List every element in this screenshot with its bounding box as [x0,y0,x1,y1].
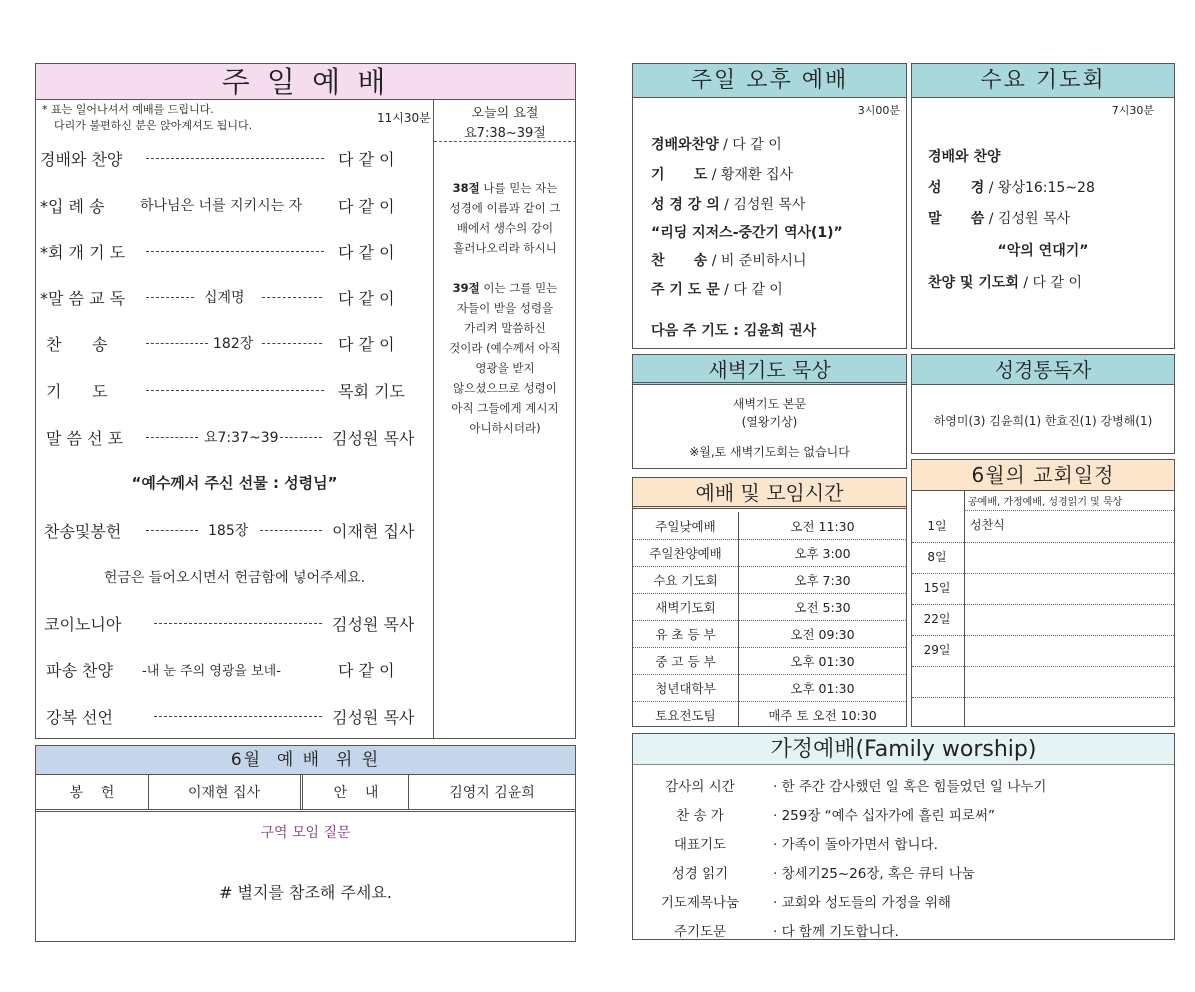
schedule-time: 매주 토 오전 10:30 [768,708,877,723]
family-row [633,770,1174,799]
service-time: 11시30분 [377,111,431,125]
readers-title: 성경통독자 [994,358,1092,382]
order-value: 다 같 이 [338,289,395,308]
schedule-time: 오후 7:30 [794,573,851,588]
sunday-service-title: 주 일 예 배 [221,65,390,99]
sermon-title: “예수께서 주신 선물 : 성령님” [131,474,338,492]
dawn-title: 새벽기도 묵상 [708,358,831,382]
calendar-day: 15일 [923,581,951,595]
calendar-header [912,460,1174,491]
calendar-row [912,635,1174,667]
family-label: 대표기도 [673,837,727,853]
guide-label: 안 내 [333,785,379,801]
dawn-note: ※월,토 새벽기도회는 없습니다 [689,445,850,459]
calendar-panel [911,459,1175,727]
verse-ref-underline [434,141,576,142]
schedule-time: 오후 01:30 [790,681,855,696]
readers-names: 하영미(3) 김윤희(1) 한효진(1) 강병해(1) [933,414,1153,428]
calendar-row [912,604,1174,636]
order-value: 다 같 이 [338,243,395,262]
afternoon-line: 찬 송 / 비 준비하시니 [651,253,807,269]
calendar-column-header: 공예배, 가정예배, 성경읽기 및 묵상 [968,497,1123,508]
family-header [633,734,1174,765]
schedule-panel [632,477,907,727]
order-mid: 하나님은 너를 지키시는 자 [140,198,303,214]
schedule-row [633,566,906,594]
calendar-day: 1일 [927,519,947,533]
sunday-service-header [36,64,575,100]
verse-38-line: 배에서 생수의 강이 [456,221,554,235]
afternoon-header [633,64,906,98]
calendar-day: 22일 [923,612,951,626]
verse-39-line: 것이라 (예수께서 아직 [449,341,561,355]
verse-38 [434,178,576,438]
order-label: 기 도 [46,382,108,401]
schedule-name: 수요 기도회 [653,573,718,588]
calendar-row [912,666,1174,698]
group-question-note: # 별지를 참조해 주세요. [219,883,392,902]
schedule-row [633,701,906,728]
family-label: 찬 송 가 [676,808,724,824]
schedule-row [633,647,906,675]
schedule-time: 오전 11:30 [790,519,855,534]
offering-label: 봉 헌 [69,785,115,801]
schedule-row [633,593,906,621]
calendar-event: 성찬식 [970,518,1005,532]
guide-name: 김영지 김윤희 [449,785,535,801]
calendar-row [912,573,1174,605]
afternoon-time: 3시00분 [857,104,900,117]
dawn-header [633,355,906,385]
schedule-name: 중 고 등 부 [655,654,716,669]
order-label: 찬송및봉헌 [44,522,122,541]
order-label: 경배와 찬양 [40,150,123,169]
wednesday-panel [911,63,1175,349]
family-value: · 259장 “예수 십자가에 흘린 피로써” [773,808,995,824]
afternoon-line: 주 기 도 문 / 다 같 이 [651,282,783,298]
verse-39-line: 아니하시더라) [469,421,541,435]
wednesday-header [912,64,1174,98]
family-row [633,857,1174,886]
order-value: 다 같 이 [338,661,395,680]
schedule-header [633,478,906,509]
order-mid: 182장 [213,336,254,352]
afternoon-line: 성 경 강 의 / 김성원 목사 [651,197,806,213]
wednesday-line: 경배와 찬양 [928,149,1001,165]
family-value: · 다 함께 기도합니다. [773,924,899,940]
verse-38-line: 흘러나오리라 하시니 [453,241,557,255]
schedule-row [633,674,906,702]
family-label: 감사의 시간 [665,779,735,795]
calendar-row [912,511,1174,543]
calendar-day: 8일 [927,550,947,564]
committee-panel [35,745,576,942]
dawn-text: (열왕기상) [741,415,798,429]
schedule-name: 주일낮예배 [655,519,716,534]
schedule-name: 유 초 등 부 [655,627,716,642]
verse-39-line: 자들이 받을 성령을 [456,301,554,315]
family-row [633,828,1174,857]
calendar-day: 29일 [923,643,951,657]
family-panel [632,733,1175,940]
family-row [633,886,1174,915]
afternoon-line: 기 도 / 황재환 집사 [651,167,793,183]
verse-39-line: 이는 그를 믿는 [483,281,558,295]
wednesday-line: 찬양 및 기도회 / 다 같 이 [928,275,1083,291]
family-row [633,799,1174,828]
committee-title: 6월 예 배 위 원 [230,750,381,770]
readers-panel [911,354,1175,454]
wednesday-time: 7시30분 [1111,104,1154,117]
offering-name: 이재현 집사 [187,785,261,801]
next-prayer: 다음 주 기도 : 김윤희 권사 [651,323,817,339]
schedule-name: 토요전도팀 [655,708,716,723]
verse-39-line: 않으셨으므로 성령이 [453,381,557,395]
wednesday-title: 수요 기도회 [980,68,1106,93]
order-value: 김성원 목사 [332,708,415,727]
schedule-row [633,512,906,540]
order-value: 김성원 목사 [332,615,415,634]
calendar-title: 6월의 교회일정 [971,463,1115,487]
committee-row [36,775,575,812]
wednesday-sermon: “악의 연대기” [997,243,1089,259]
schedule-time: 오전 5:30 [794,600,851,615]
order-value: 다 같 이 [338,335,395,354]
order-label: *회 개 기 도 [40,243,126,262]
family-label: 성경 읽기 [671,866,729,882]
order-label: 찬 송 [46,335,108,354]
afternoon-title: 주일 오후 예배 [690,68,849,93]
schedule-row [633,539,906,567]
verse-39-line: 영광을 받지 [475,361,535,375]
group-question-title: 구역 모임 질문 [260,825,351,841]
family-value: · 한 주간 감사했던 일 혹은 힘들었던 일 나누기 [773,779,1047,795]
order-label: 말 씀 선 포 [46,429,124,448]
order-value: 김성원 목사 [332,429,415,448]
schedule-time: 오후 01:30 [790,654,855,669]
readers-header [912,355,1174,385]
verse-39-line: 가리켜 말씀하신 [464,321,546,335]
verse-38-line: 성경에 이름과 같이 그 [449,201,561,215]
family-row [633,915,1174,944]
schedule-name: 새벽기도회 [655,600,716,615]
order-value: 다 같 이 [338,197,395,216]
order-label: 코이노니아 [44,615,122,634]
afternoon-lecture: “리딩 지저스-중간기 역사(1)” [651,225,843,241]
family-label: 기도제목나눔 [660,895,740,911]
schedule-title: 예배 및 모임시간 [695,481,844,505]
family-value: · 교회와 성도들의 가정을 위해 [773,895,951,911]
schedule-time: 오후 3:00 [794,546,851,561]
stand-note-1: * 표는 일어나셔서 예배를 드립니다. [42,103,214,116]
order-label: 파송 찬양 [46,661,113,680]
order-value: 다 같 이 [338,150,395,169]
order-value: 목회 기도 [338,382,405,401]
dawn-text: 새벽기도 본문 [732,397,807,411]
verse-title: 오늘의 요절 [471,106,539,121]
offering-note: 헌금은 들어오시면서 헌금함에 넣어주세요. [103,570,366,586]
order-label: *말 씀 교 독 [40,289,126,308]
order-mid: -내 눈 주의 영광을 보네- [142,664,281,679]
schedule-time: 오전 09:30 [790,627,855,642]
verse-ref: 요7:38~39절 [464,126,546,141]
wednesday-line: 성 경 / 왕상16:15~28 [928,180,1095,196]
verse-38-line: 나를 믿는 자는 [483,181,558,195]
calendar-row [912,697,1174,728]
order-mid: 요7:37~39 [204,430,279,446]
family-title: 가정예배(Family worship) [770,737,1037,762]
family-value: · 창세기25~26장, 혹은 큐티 나눔 [773,866,975,882]
family-label: 주기도문 [673,924,727,940]
family-value: · 가족이 돌아가면서 합니다. [773,837,938,853]
stand-note-2: 다리가 불편하신 분은 앉아계셔도 됩니다. [54,119,253,132]
order-label: 강복 선언 [46,708,113,727]
schedule-name: 주일찬양예배 [649,546,722,561]
verse-39-num: 39절 [452,281,480,295]
order-label: *입 례 송 [40,197,105,216]
order-mid: 십계명 [204,290,245,306]
wednesday-line: 말 씀 / 김성원 목사 [928,211,1070,227]
order-mid: 185장 [208,523,249,539]
afternoon-panel [632,63,907,349]
afternoon-line: 경배와찬양 / 다 같 이 [651,137,782,153]
schedule-name: 청년대학부 [655,681,716,696]
verse-39-line: 아직 그들에게 계시지 [451,401,559,415]
dawn-panel [632,354,907,469]
verse-38-num: 38절 [452,181,480,195]
order-value: 이재현 집사 [332,522,415,541]
sunday-service-panel [35,63,576,739]
committee-header [36,746,575,775]
calendar-row [912,542,1174,574]
schedule-row [633,620,906,648]
